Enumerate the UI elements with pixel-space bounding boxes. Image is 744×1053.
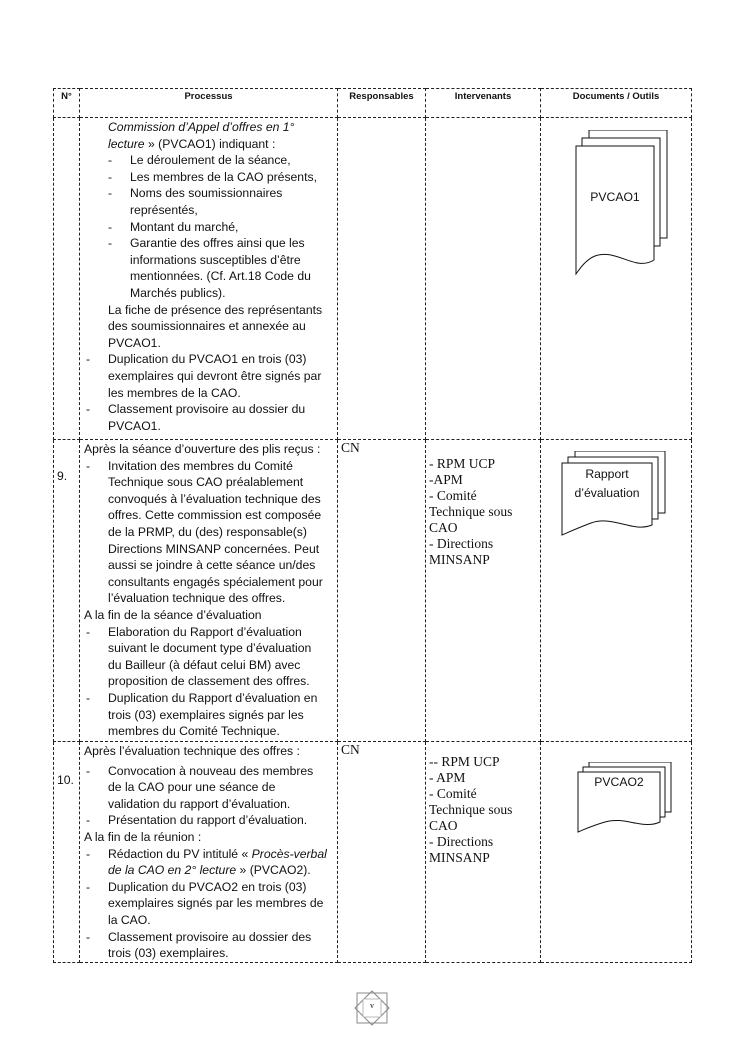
- intervenants-cell: [426, 440, 541, 742]
- process-text: de la CAO pour une séance de: [108, 780, 276, 795]
- process-text: la CAO.: [108, 912, 151, 927]
- process-text: mentionnées. (Cf. Art.18 Code du: [130, 269, 311, 284]
- process-text: offres. Cette commission est composée: [108, 508, 322, 523]
- responsables-cell: [338, 118, 426, 440]
- documents-cell: [541, 118, 692, 440]
- intervenant-item: MINSANP: [429, 552, 490, 567]
- process-text: La fiche de présence des représentants: [108, 302, 323, 317]
- intervenant-item: MINSANP: [429, 850, 490, 865]
- process-text: Après la séance d’ouverture des plis reçus :: [84, 442, 321, 456]
- list-item: - Garantie des offres ainsi que les: [84, 235, 333, 252]
- list-item: - Le déroulement de la séance,: [84, 152, 333, 169]
- responsables-cell: CN: [338, 440, 426, 742]
- document-label: d’évaluation: [574, 486, 640, 500]
- table-row: [54, 118, 692, 440]
- intervenant-item: -- RPM UCP: [429, 754, 500, 769]
- list-item: - Duplication du Rapport d’évaluation en: [84, 690, 333, 707]
- process-text: A la fin de la séance d’évaluation: [84, 607, 262, 622]
- row-number: [54, 742, 80, 963]
- process-text: informations susceptibles d’être: [130, 252, 301, 267]
- process-text: de la CAO en 2° lecture: [108, 863, 237, 878]
- responsables-cell: CN: [338, 742, 426, 963]
- table-row: [54, 742, 692, 963]
- process-text: » (PVCAO2).: [236, 863, 311, 878]
- table-row: [54, 440, 692, 742]
- list-item: - Présentation du rapport d’évaluation.: [84, 812, 333, 829]
- process-text: » (PVCAO1) indiquant :: [144, 136, 276, 151]
- intervenant-item: Technique sous: [429, 802, 513, 817]
- intervenant-item: - Comité: [429, 786, 477, 801]
- process-line: [84, 862, 333, 879]
- process-text: PVCAO1.: [108, 418, 161, 433]
- list-item: - Invitation des membres du Comité: [84, 458, 333, 475]
- process-table: [53, 88, 692, 963]
- process-text: Commission d’Appel d’offres en 1°: [108, 120, 295, 134]
- process-text: A la fin de la réunion :: [84, 829, 202, 844]
- list-item: - Duplication du PVCAO1 en trois (03): [84, 351, 333, 368]
- process-text: des soumissionnaires et annexée au: [108, 319, 306, 334]
- process-text: Après l’évaluation technique des offres :: [84, 744, 300, 758]
- intervenants-list: [429, 754, 537, 866]
- intervenant-item: - Directions: [429, 536, 494, 551]
- process-text: exemplaires signés par les membres de: [108, 896, 324, 911]
- list-item: [84, 846, 333, 863]
- process-text: convoqués à l’évaluation technique des: [108, 491, 321, 506]
- process-text: représentés,: [130, 202, 198, 217]
- process-text: de la PRMP, du (des) responsable(s): [108, 524, 307, 539]
- process-text: trois (03) exemplaires.: [108, 946, 229, 961]
- process-text: les membres de la CAO.: [108, 385, 241, 400]
- documents-cell: [541, 440, 692, 742]
- intervenants-cell: [426, 742, 541, 963]
- process-text: consultants engagés spécialement pour: [108, 574, 323, 589]
- list-item: - Les membres de la CAO présents,: [84, 169, 333, 186]
- row-number: [54, 118, 80, 440]
- row-number-text: 10.: [57, 773, 74, 787]
- intervenant-item: CAO: [429, 818, 458, 833]
- page-number: v: [370, 1001, 374, 1010]
- documents-cell: [541, 742, 692, 963]
- intervenant-item: CAO: [429, 520, 458, 535]
- intervenants-cell: [426, 118, 541, 440]
- process-cell: [80, 742, 338, 963]
- list-item: - Elaboration du Rapport d’évaluation: [84, 624, 333, 641]
- process-text: proposition de classement des offres.: [108, 674, 310, 689]
- intervenants-list: [429, 456, 537, 568]
- process-text: aussi se joindre à cette séance un/des: [108, 558, 316, 573]
- process-text: PVCAO1.: [108, 335, 161, 350]
- process-text: Procès-verbal: [251, 846, 327, 861]
- process-text: Directions MINSANP concernées. Peut: [108, 541, 320, 556]
- list-item: - Noms des soumissionnaires: [84, 185, 333, 202]
- page-number-ornament: [354, 990, 390, 1026]
- list-item: - Montant du marché,: [84, 219, 333, 236]
- header-processus: Processus: [80, 89, 338, 118]
- process-text: trois (03) exemplaires signés par les: [108, 707, 304, 722]
- list-item: - Convocation à nouveau des membres: [84, 763, 333, 780]
- document-label: Rapport: [585, 467, 629, 481]
- header-responsables: Responsables: [338, 89, 426, 118]
- intervenant-item: -APM: [429, 472, 463, 487]
- process-text: Marchés publics).: [130, 285, 226, 300]
- process-text: suivant le document type d’évaluation: [108, 641, 312, 656]
- process-text: lecture: [108, 136, 145, 151]
- row-number-text: 9.: [57, 469, 68, 483]
- process-text: l’évaluation technique des offres.: [108, 591, 286, 606]
- document-label: PVCAO1: [590, 190, 640, 204]
- process-text: validation du rapport d’évaluation.: [108, 796, 291, 811]
- intervenant-item: - Comité: [429, 488, 477, 503]
- intervenant-item: - APM: [429, 770, 466, 785]
- process-text: exemplaires qui devront être signés par: [108, 368, 322, 383]
- header-intervenants: Intervenants: [426, 89, 541, 118]
- list-item: - Duplication du PVCAO2 en trois (03): [84, 879, 333, 896]
- process-text: du Bailleur (à défaut celui BM) avec: [108, 657, 301, 672]
- list-item: - Classement provisoire au dossier des: [84, 929, 333, 946]
- header-num: N°: [54, 89, 80, 118]
- table-header-row: [54, 89, 692, 118]
- document-label: PVCAO2: [594, 775, 644, 789]
- multi-document-icon: [577, 762, 673, 834]
- intervenant-item: - RPM UCP: [429, 456, 496, 471]
- intervenant-item: - Directions: [429, 834, 494, 849]
- list-item: - Classement provisoire au dossier du: [84, 401, 333, 418]
- intervenant-item: Technique sous: [429, 504, 513, 519]
- process-cell: [80, 440, 338, 742]
- header-documents: Documents / Outils: [541, 89, 692, 118]
- process-cell: [80, 118, 338, 440]
- process-text: membres du Comité Technique.: [108, 724, 280, 739]
- process-text: Rédaction du PV intitulé «: [108, 846, 252, 861]
- row-number: [54, 440, 80, 742]
- process-text: Technique sous CAO préalablement: [108, 475, 304, 490]
